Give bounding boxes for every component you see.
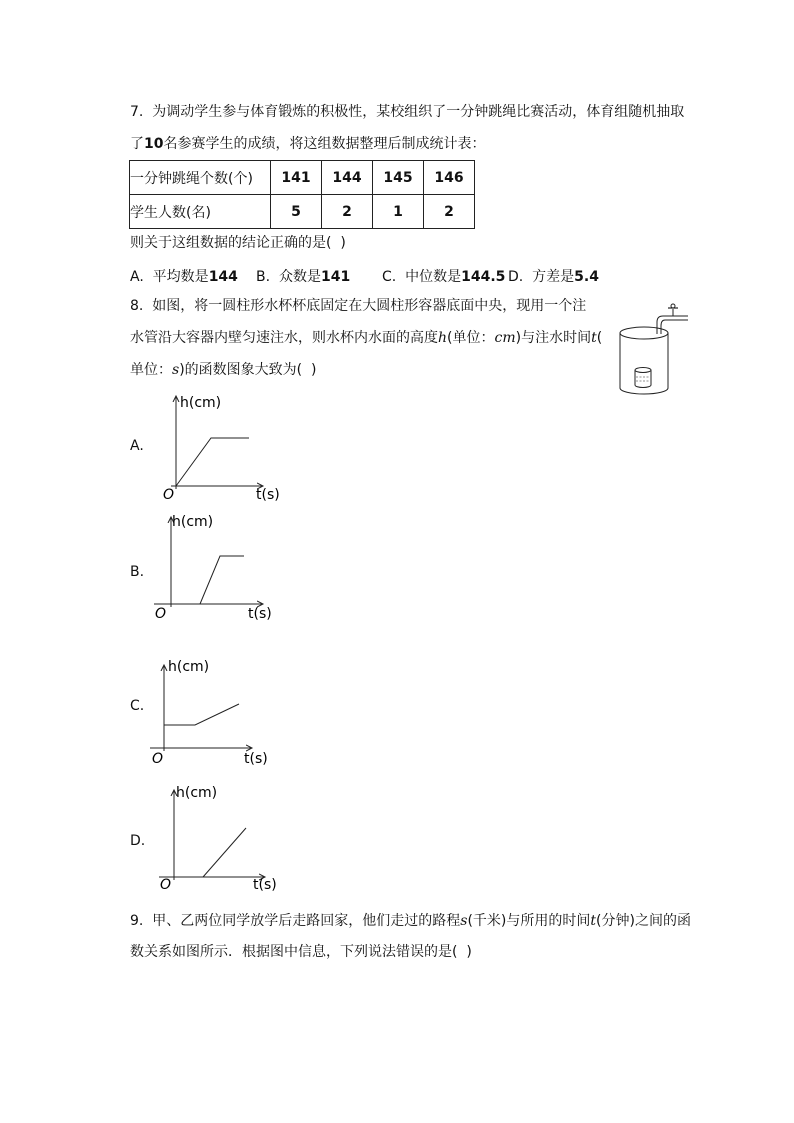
row-header: 一分钟跳绳个数(个) (130, 161, 271, 195)
q8-option-a-label[interactable]: A. (130, 438, 144, 454)
graph-c[interactable] (148, 655, 283, 770)
origin-label: O (155, 606, 167, 622)
statistics-table (129, 160, 475, 229)
graph-a[interactable] (155, 392, 290, 507)
x-axis-label: t(s) (256, 487, 280, 503)
x-axis-label: t(s) (253, 877, 277, 893)
y-axis-label: h(cm) (176, 785, 218, 801)
table-cell: 2 (424, 195, 475, 229)
q8-option-c-label[interactable]: C. (130, 698, 145, 714)
origin-label: O (163, 487, 175, 503)
container-illustration (612, 300, 692, 400)
y-axis-label: h(cm) (172, 514, 214, 530)
q8-option-b-label[interactable]: B. (130, 564, 145, 580)
q7-line-2: 了10名参赛学生的成绩，将这组数据整理后制成统计表： (130, 136, 486, 152)
table-cell: 2 (322, 195, 373, 229)
sample-size: 10 (144, 136, 164, 152)
y-axis-label: h(cm) (168, 659, 210, 675)
origin-label: O (152, 751, 164, 767)
table-cell: 5 (271, 195, 322, 229)
x-axis-label: t(s) (244, 751, 268, 767)
q8-line-3: 单位：s)的函数图象大致为( ) (130, 362, 317, 378)
q8-option-d-label[interactable]: D. (130, 833, 146, 849)
table-cell: 141 (271, 161, 322, 195)
q9-line-1: 9. 甲、乙两位同学放学后走路回家，他们走过的路程s(千米)与所用的时间t(分钟)之间的函 (130, 913, 691, 929)
q7-option-c[interactable]: C. 中位数是144.5 (382, 269, 506, 285)
q7-line-1: 7. 为调动学生参与体育锻炼的积极性，某校组织了一分钟跳绳比赛活动，体育组随机抽取 (130, 104, 685, 120)
q7-option-d[interactable]: D. 方差是5.4 (508, 269, 599, 285)
table-cell: 145 (373, 161, 424, 195)
table-cell: 1 (373, 195, 424, 229)
y-axis-label: h(cm) (180, 395, 222, 411)
table-cell: 144 (322, 161, 373, 195)
q7-option-a[interactable]: A. 平均数是144 (130, 269, 238, 285)
graph-b[interactable] (150, 510, 285, 625)
table-row (130, 161, 475, 195)
x-axis-label: t(s) (248, 606, 272, 622)
q8-line-1: 8. 如图，将一圆柱形水杯杯底固定在大圆柱形容器底面中央，现用一个注 (130, 298, 587, 314)
q9-line-2: 数关系如图所示．根据图中信息，下列说法错误的是( ) (130, 944, 472, 960)
q8-line-2: 水管沿大容器内壁匀速注水，则水杯内水面的高度h(单位：cm)与注水时间t( (130, 330, 603, 346)
origin-label: O (160, 877, 172, 893)
table-cell: 146 (424, 161, 475, 195)
q7-question: 则关于这组数据的结论正确的是( ) (130, 235, 346, 251)
q7-option-b[interactable]: B. 众数是141 (256, 269, 351, 285)
graph-d[interactable] (155, 782, 290, 897)
row-header: 学生人数(名) (130, 195, 271, 229)
table-row (130, 195, 475, 229)
